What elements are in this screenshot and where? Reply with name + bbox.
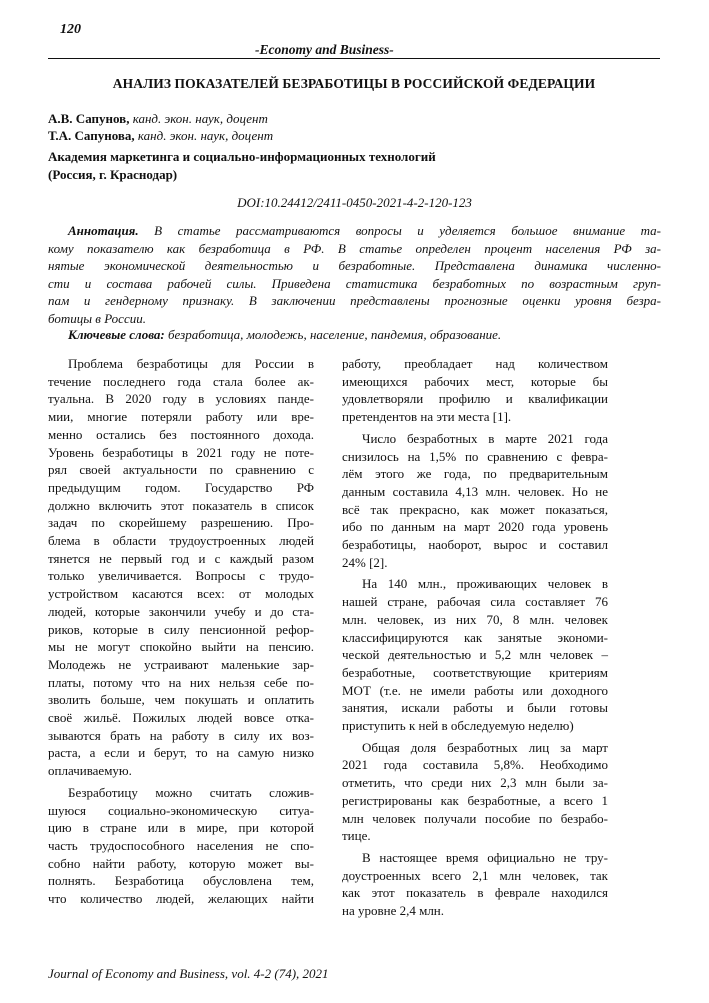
text-line: На 140 млн., проживающих человек в bbox=[362, 576, 608, 592]
author-1 bbox=[48, 110, 268, 128]
text-line: цию в стране или в мире, при которой bbox=[48, 820, 314, 836]
text-line: на уровне 2,4 млн. bbox=[342, 903, 445, 919]
abstract-label: Аннотация. bbox=[68, 223, 155, 238]
text-line: доустроенных всего 2,1 млн человек, так bbox=[342, 867, 608, 883]
text-line: устройством касаются всех: от молодых bbox=[48, 586, 314, 602]
text-line: своё жильё. Пожилых людей вовсе отка- bbox=[48, 710, 314, 726]
affiliation-line: Академия маркетинга и социально-информационных технологий bbox=[48, 149, 436, 164]
doi: DOI:10.24412/2411-0450-2021-4-2-120-123 bbox=[237, 195, 472, 210]
author-2-degree: канд. экон. наук, доцент bbox=[137, 128, 274, 143]
text-line: рял своей актуальности по сравнению с bbox=[48, 462, 314, 478]
text-line: снизилось на 1,5% по сравнению с февра- bbox=[342, 448, 608, 464]
paragraph bbox=[342, 575, 608, 734]
text-line: течение последнего года стала более ак- bbox=[48, 373, 314, 389]
text-line: Общая доля безработных лиц за март bbox=[362, 739, 608, 755]
paragraph bbox=[48, 355, 314, 780]
text-line: тице. bbox=[342, 828, 371, 844]
text-line: менно остались без постоянного дохода. bbox=[48, 426, 314, 442]
author-2 bbox=[48, 127, 273, 145]
text-line: должно включить этот показатель в список bbox=[48, 497, 314, 513]
text-line: Уровень безработицы в 2021 году не поте- bbox=[48, 444, 314, 460]
text-line: лём этого же года, по предварительным bbox=[342, 466, 608, 482]
abstract-line: Аннотация. В статье рассматриваются вопросы и уделяется большое внимание та- bbox=[68, 223, 661, 238]
text-line: В настоящее время официально не тру- bbox=[362, 849, 608, 865]
author-2-name: Т.А. Сапунова, bbox=[48, 128, 135, 143]
text-line: риков, которые в силу пенсионной рефор- bbox=[48, 621, 314, 637]
text-line: занятия, искали работы и были готовы bbox=[342, 700, 608, 716]
body-column-left bbox=[48, 355, 314, 908]
keywords bbox=[68, 327, 501, 343]
text-line: мии, многие потеряли работу или вре- bbox=[48, 409, 314, 425]
text-line: работу, преобладает над количеством bbox=[342, 356, 608, 371]
text-line: зываются брать на работу в силу их воз- bbox=[48, 727, 314, 743]
text-line: полнять. Безработица обусловлена тем, bbox=[48, 873, 314, 889]
text-line: регистрированы как безработные, а всего 1 bbox=[342, 792, 608, 808]
text-line: туальна. В 2020 году в условиях панде- bbox=[48, 391, 314, 407]
abstract-line: пам и гендерному признаку. В заключении представлены прогнозные оценки уровня безра- bbox=[48, 293, 661, 308]
text-line: только увеличивается. Вопросы с трудо- bbox=[48, 568, 314, 584]
text-line: ибо по данным на март 2020 года уровень bbox=[342, 519, 608, 535]
text-line: блема в области трудоустроенных людей bbox=[48, 533, 314, 549]
abstract-line: кому показателю как безработица в РФ. В статье определен процент населения РФ за- bbox=[48, 240, 661, 256]
text-line: Молодежь не устраивают маленькие зар- bbox=[48, 656, 314, 672]
text-line: млн человек получали пособие по безрабо- bbox=[342, 810, 608, 826]
abstract bbox=[48, 222, 661, 327]
paragraph bbox=[48, 784, 314, 908]
text-line: всё так прекрасно, как может показаться, bbox=[342, 501, 608, 517]
paragraph bbox=[342, 739, 608, 845]
text-line: имеющихся рабочих мест, которые бы bbox=[342, 373, 608, 389]
text-line: часть трудоспособного населения не спо- bbox=[48, 837, 314, 853]
text-line: людей, которые закончили учебу и до ста- bbox=[48, 603, 314, 619]
text-line: классифицируются как занятые экономи- bbox=[342, 629, 608, 645]
text-line: удовлетворяли профилю и квалификации bbox=[342, 391, 608, 407]
text-line: претендентов на эти места [1]. bbox=[342, 409, 512, 425]
text-line: данным составила 4,13 млн. человек. Но не bbox=[342, 483, 608, 499]
abstract-line: ботицы в России. bbox=[48, 310, 146, 326]
text-line: безработицы, наоборот, вырос и составил bbox=[342, 537, 608, 553]
text-line: Проблема безработицы для России в bbox=[68, 356, 314, 371]
affiliation-line: (Россия, г. Краснодар) bbox=[48, 166, 178, 182]
text-line: млн. человек, из них 70, 8 млн. человек bbox=[342, 611, 608, 627]
page-number: 120 bbox=[60, 22, 81, 37]
text-line: 2021 года составила 5,8%. Необходимо bbox=[342, 757, 608, 773]
text-line: нашей стране, рабочая сила составляет 76 bbox=[342, 594, 608, 610]
text-line: зволить больше, чем покушать и оплатить bbox=[48, 692, 314, 708]
journal-footer: Journal of Economy and Business, vol. 4-2 (74), 2021 bbox=[48, 966, 329, 981]
paragraph bbox=[342, 355, 608, 426]
text-line: шуюся социально-экономическую ситуа- bbox=[48, 802, 314, 818]
keywords-label: Ключевые слова: bbox=[68, 327, 165, 342]
author-1-degree: канд. экон. наук, доцент bbox=[132, 111, 268, 126]
body-column-right bbox=[342, 355, 608, 920]
text-line: платы, потому что на них нельзя себе по- bbox=[48, 674, 314, 690]
text-line: отметить, что среди них 2,3 млн были за- bbox=[342, 775, 608, 791]
text-line: что количество людей, желающих найти bbox=[48, 891, 314, 907]
text-line: тянется не первый год и с каждый разом bbox=[48, 550, 314, 566]
abstract-line: сти и состава рабочей силы. Приведена статистика безработных по возрастным груп- bbox=[48, 275, 661, 291]
text-line: раста, а если и берут, то на самую низко bbox=[48, 745, 314, 761]
abstract-line: нятые экономической деятельностью и безработные. Представлена динамика численно- bbox=[48, 258, 661, 273]
paragraph bbox=[342, 849, 608, 920]
text-line: задач по скорейшему разрешению. Про- bbox=[48, 515, 314, 531]
text-line: Число безработных в марте 2021 года bbox=[362, 430, 608, 446]
text-line: безработные, соответствующие критериям bbox=[342, 664, 608, 680]
text-line: собно найти работу, которую может вы- bbox=[48, 855, 314, 871]
text-line: Безработицу можно считать сложив- bbox=[68, 784, 314, 800]
paragraph bbox=[342, 430, 608, 572]
keywords-text: безработица, молодежь, население, пандемия, образование. bbox=[168, 327, 502, 342]
text-line: оплачиваемую. bbox=[48, 763, 132, 779]
affiliation bbox=[48, 148, 568, 183]
text-line: приступить к ней в обследуемую неделю) bbox=[342, 718, 574, 734]
journal-header: -Economy and Business- bbox=[255, 42, 394, 57]
text-line: 24% [2]. bbox=[342, 554, 388, 570]
author-1-name: А.В. Сапунов, bbox=[48, 111, 130, 126]
text-line: как этот показатель в феврале находился bbox=[342, 885, 608, 901]
text-line: МОТ (т.е. не имели работы или доходного bbox=[342, 682, 608, 698]
header-rule bbox=[48, 58, 660, 59]
article-title: АНАЛИЗ ПОКАЗАТЕЛЕЙ БЕЗРАБОТИЦЫ В РОССИЙСКОЙ ФЕДЕРАЦИИ bbox=[112, 76, 596, 91]
text-line: предыдущим годом. Государство РФ bbox=[48, 479, 314, 495]
text-line: ческой деятельностью и 5,2 млн человек – bbox=[342, 647, 608, 663]
text-line: мы не могут спокойно выйти на пенсию. bbox=[48, 639, 314, 655]
